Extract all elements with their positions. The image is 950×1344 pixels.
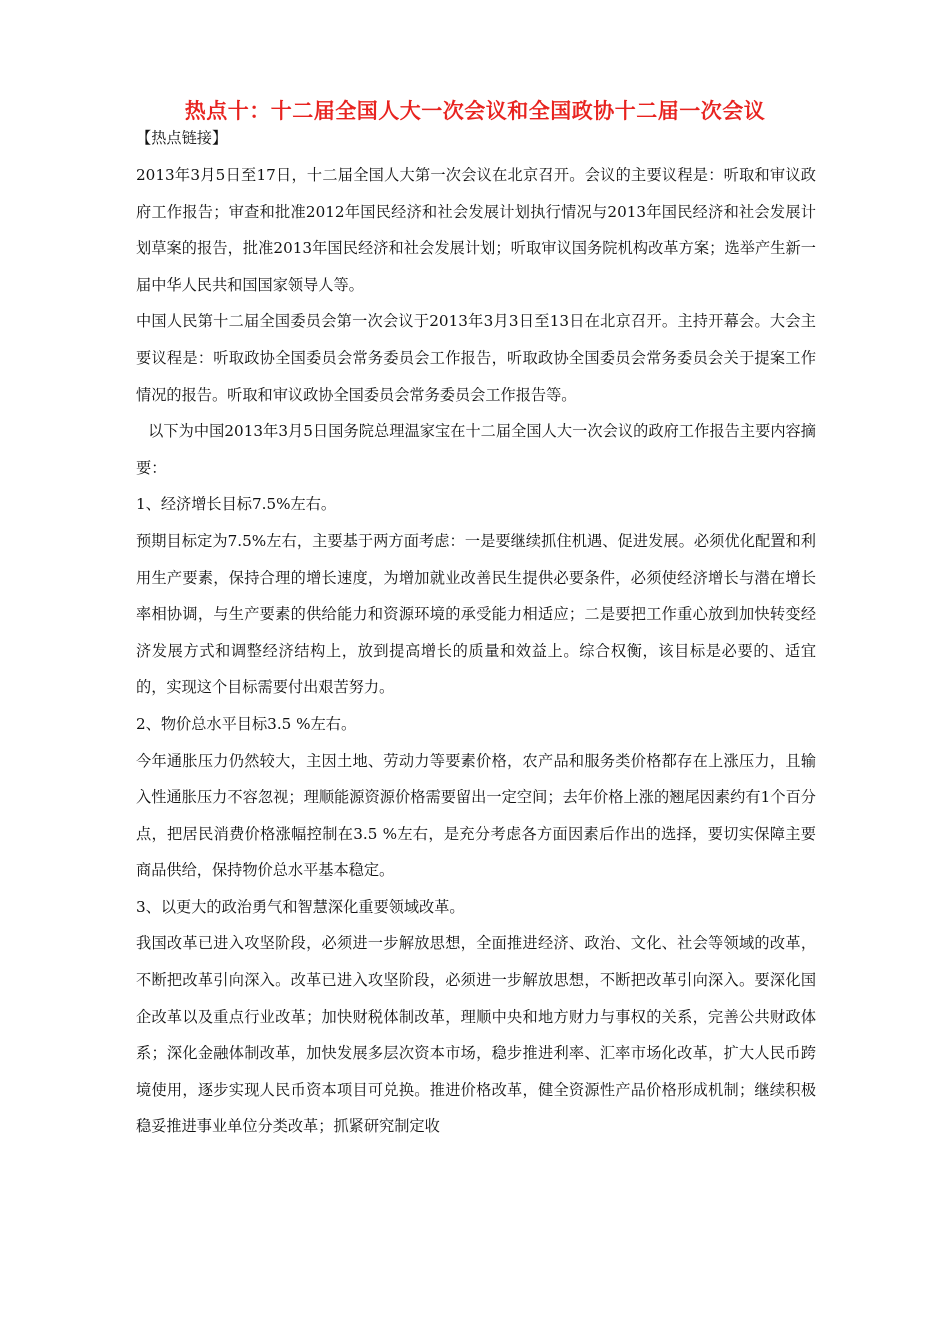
document-body: [136, 127, 816, 1145]
heading-price-target: 2、物价总水平目标3.5 %左右。: [136, 714, 357, 733]
paragraph-reform: 我国改革已进入攻坚阶段，必须进一步解放思想，全面推进经济、政治、文化、社会等领域的改革，不断把改革引向深入。改革已进入攻坚阶段，必须进一步解放思想，不断把改革引向深入。要深化国企改革以及重点行业改革；加快财税体制改革，理顺中央和地方财力与事权的关系，完善公共财政体系；深化金融体制改革，加快发展多层次资本市场，稳步推进利率、汇率市场化改革，扩大人民币跨境使用，逐步实现人民币资本项目可兑换。推进价格改革，健全资源性产品价格形成机制；继续积极稳妥推进事业单位分类改革；抓紧研究制定收: [136, 934, 816, 1136]
paragraph-cppcc-session: 中国人民第十二届全国委员会第一次会议于2013年3月3日至13日在北京召开。主持开幕会。大会主要议程是：听取政协全国委员会常务委员会工作报告，听取政协全国委员会常务委员会关于提案工作情况的报告。听取和审议政协全国委员会常务委员会工作报告等。: [136, 312, 816, 404]
heading-reform: 3、以更大的政治勇气和智慧深化重要领域改革。: [136, 897, 465, 916]
paragraph-growth-target: 预期目标定为7.5%左右，主要基于两方面考虑：一是要继续抓住机遇、促进发展。必须优化配置和利用生产要素，保持合理的增长速度，为增加就业改善民生提供必要条件，必须使经济增长与潜在增长率相协调，与生产要素的供给能力和资源环境的承受能力相适应；二是要把工作重心放到加快转变经济发展方式和调整经济结构上，放到提高增长的质量和效益上。综合权衡，该目标是必要的、适宜的，实现这个目标需要付出艰苦努力。: [136, 531, 816, 697]
paragraph-report-intro: 以下为中国2013年3月5日国务院总理温家宝在十二届全国人大一次会议的政府工作报告主要内容摘要：: [136, 422, 816, 477]
heading-growth-target: 1、经济增长目标7.5%左右。: [136, 495, 337, 514]
paragraph-npc-session: 2013年3月5日至17日，十二届全国人大第一次会议在北京召开。会议的主要议程是：听取和审议政府工作报告；审查和批准2012年国民经济和社会发展计划执行情况与2013年国民经济和社会发展计划草案的报告，批准2013年国民经济和社会发展计划；听取审议国务院机构改革方案；选举产生新一届中华人民共和国国家领导人等。: [136, 166, 816, 294]
document-title: 热点十：十二届全国人大一次会议和全国政协十二届一次会议: [184, 98, 766, 123]
section-label: 【热点链接】: [136, 129, 228, 147]
paragraph-price-target: 今年通胀压力仍然较大，主因土地、劳动力等要素价格，农产品和服务类价格都存在上涨压力，且输入性通胀压力不容忽视；理顺能源资源价格需要留出一定空间；去年价格上涨的翘尾因素约有1个百分点，把居民消费价格涨幅控制在3.5 %左右，是充分考虑各方面因素后作出的选择，要切实保障主要商品供给，保持物价总水平基本稳定。: [136, 751, 816, 880]
